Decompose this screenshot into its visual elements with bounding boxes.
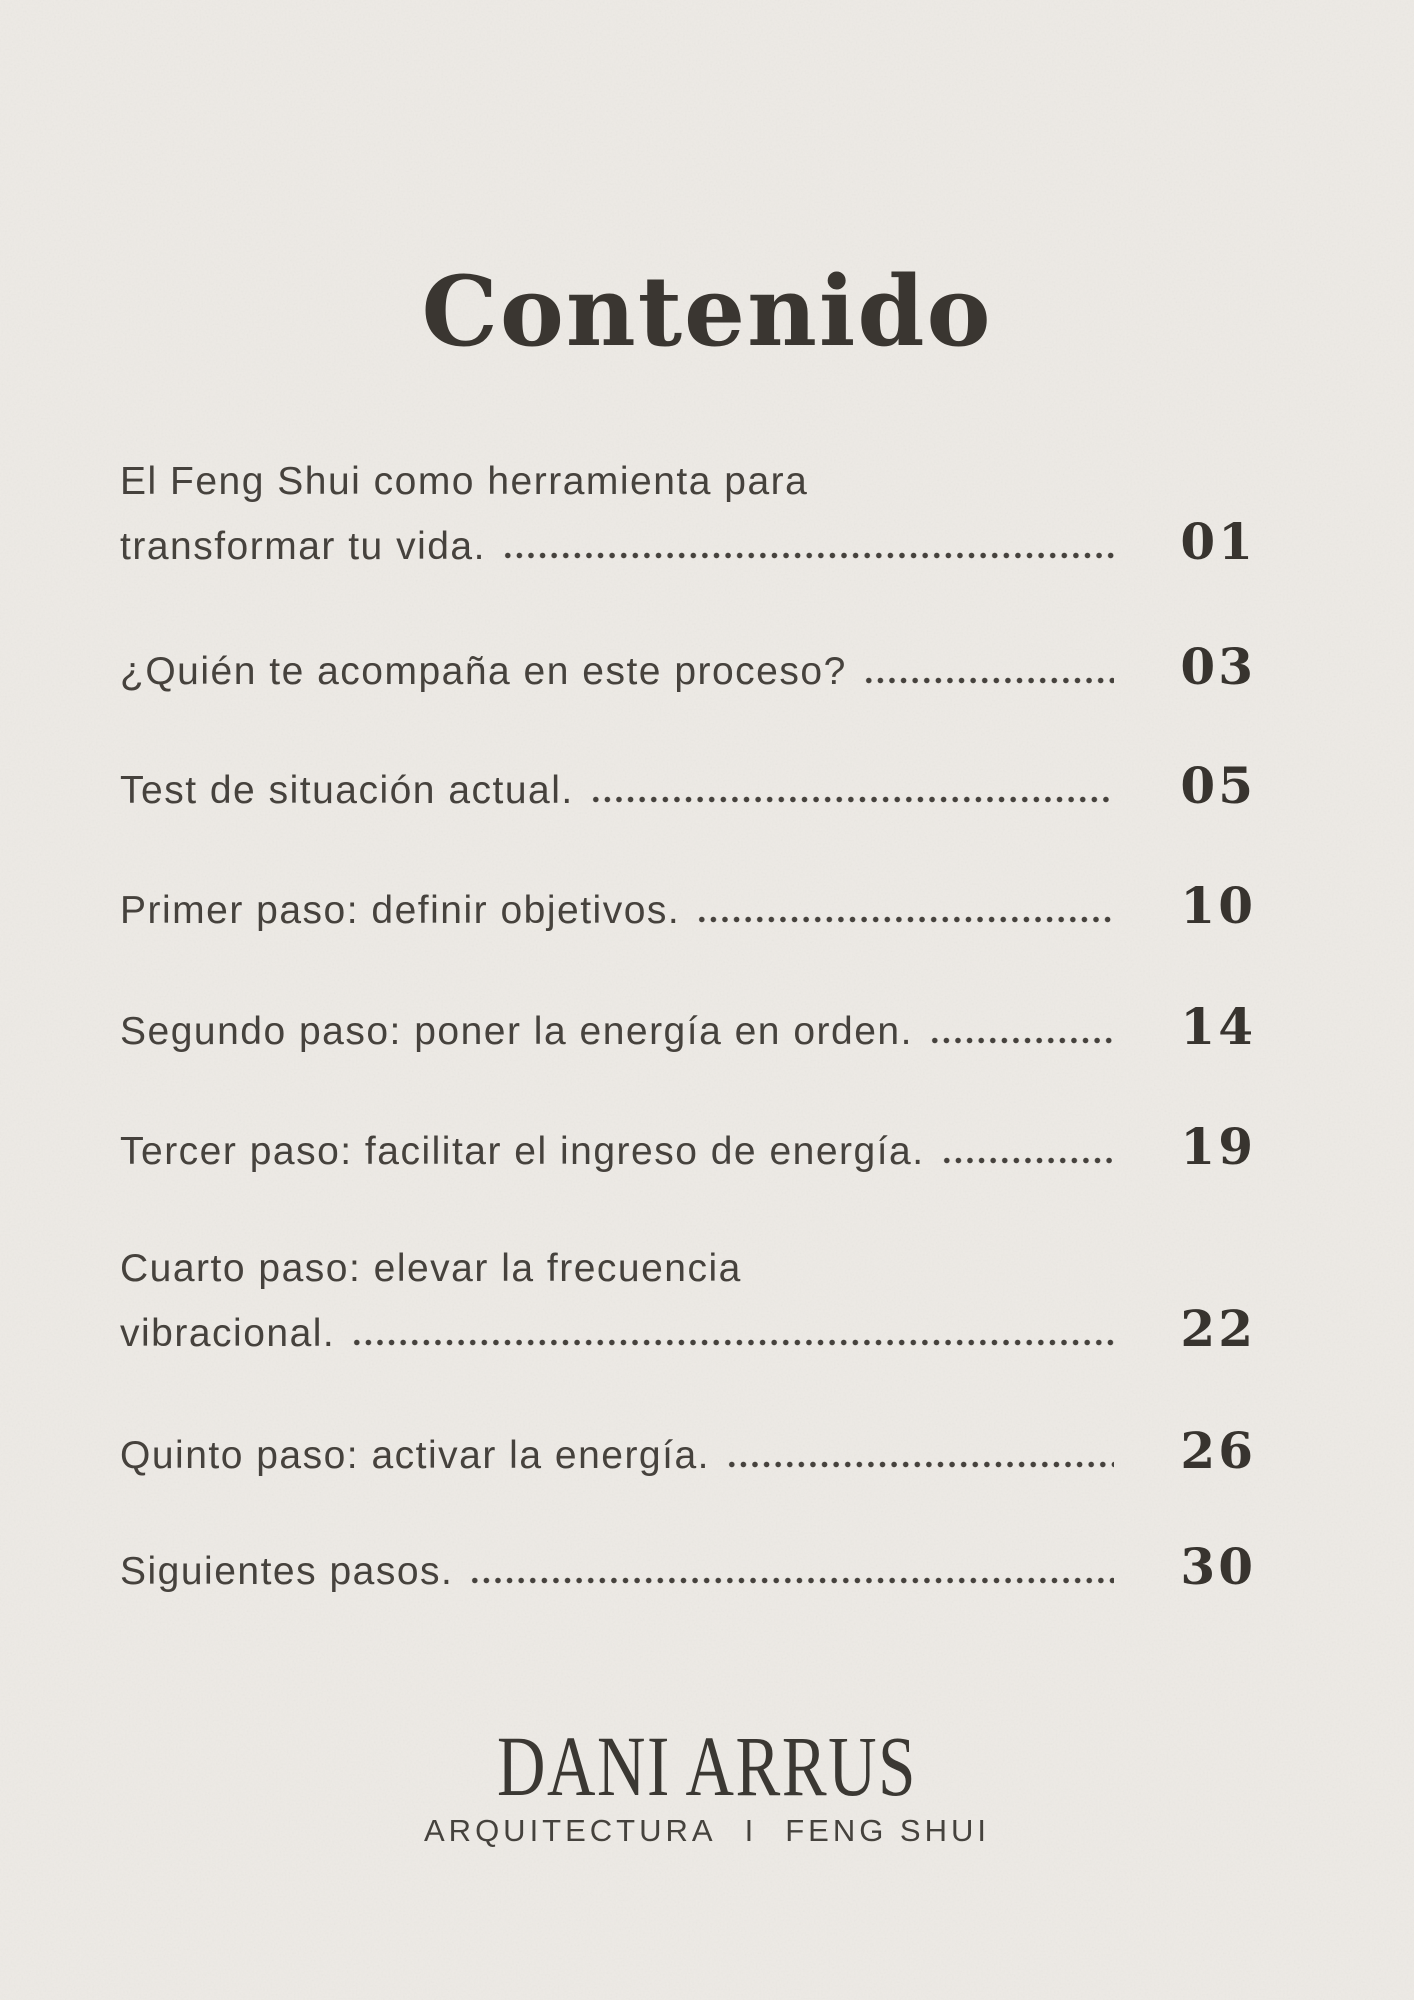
dotted-leader bbox=[502, 552, 1114, 559]
toc-entry-text: Segundo paso: poner la energía en orden. bbox=[120, 1010, 913, 1053]
toc-entry-row bbox=[120, 512, 1256, 577]
dotted-leader bbox=[696, 916, 1114, 923]
toc-entry-text: transformar tu vida. bbox=[120, 525, 486, 568]
toc-entry-text: Cuarto paso: elevar la frecuencia bbox=[120, 1247, 742, 1290]
toc-page-number: 14 bbox=[1180, 997, 1256, 1056]
toc-page-number: 03 bbox=[1180, 637, 1256, 696]
toc-entry-row bbox=[120, 1537, 1256, 1602]
toc-entry-text: Primer paso: definir objetivos. bbox=[120, 889, 681, 932]
toc-entry-text: Siguientes pasos. bbox=[120, 1550, 454, 1593]
toc-entry-text: vibracional. bbox=[120, 1312, 336, 1355]
dotted-leader bbox=[941, 1157, 1114, 1164]
toc-item bbox=[120, 1421, 1256, 1486]
toc-entry-text: ¿Quién te acompaña en este proceso? bbox=[120, 650, 847, 693]
toc-page-number: 26 bbox=[1180, 1421, 1256, 1480]
toc-page-number: 10 bbox=[1180, 876, 1256, 935]
toc-list bbox=[120, 0, 1256, 2000]
toc-item bbox=[120, 1239, 1256, 1364]
toc-entry-row bbox=[120, 756, 1256, 821]
dotted-leader bbox=[351, 1339, 1114, 1346]
toc-item bbox=[120, 997, 1256, 1062]
toc-page-number: 22 bbox=[1180, 1299, 1256, 1358]
dotted-leader bbox=[469, 1577, 1114, 1584]
toc-item bbox=[120, 637, 1256, 702]
toc-entry-row bbox=[120, 637, 1256, 702]
toc-entry-text: Tercer paso: facilitar el ingreso de energía. bbox=[120, 1130, 925, 1173]
toc-item bbox=[120, 756, 1256, 821]
toc-item bbox=[120, 1537, 1256, 1602]
brand-tagline bbox=[0, 1812, 1414, 1850]
toc-page-number: 30 bbox=[1180, 1537, 1256, 1596]
dotted-leader bbox=[929, 1037, 1114, 1044]
toc-page-number: 19 bbox=[1180, 1117, 1256, 1176]
tagline-right: FENG SHUI bbox=[785, 1813, 990, 1848]
tagline-left: ARQUITECTURA bbox=[424, 1813, 717, 1848]
toc-page-number: 05 bbox=[1180, 756, 1256, 815]
brand-logo: DANI ARRUS bbox=[496, 1718, 918, 1814]
toc-item bbox=[120, 1117, 1256, 1182]
toc-entry-row bbox=[120, 1421, 1256, 1486]
toc-entry-row bbox=[120, 997, 1256, 1062]
toc-item bbox=[120, 452, 1256, 577]
toc-page-number: 01 bbox=[1180, 512, 1256, 571]
toc-entry-row bbox=[120, 1299, 1256, 1364]
toc-entry-row bbox=[120, 876, 1256, 941]
page-title: Contenido bbox=[421, 255, 993, 369]
dotted-leader bbox=[726, 1461, 1114, 1468]
dotted-leader bbox=[590, 796, 1114, 803]
toc-entry-text: Quinto paso: activar la energía. bbox=[120, 1434, 710, 1477]
dotted-leader bbox=[863, 677, 1114, 684]
toc-entry-text: El Feng Shui como herramienta para bbox=[120, 460, 809, 503]
toc-entry-text: Test de situación actual. bbox=[120, 769, 574, 812]
toc-item bbox=[120, 876, 1256, 941]
tagline-separator: I bbox=[744, 1813, 758, 1848]
toc-entry-row bbox=[120, 1117, 1256, 1182]
